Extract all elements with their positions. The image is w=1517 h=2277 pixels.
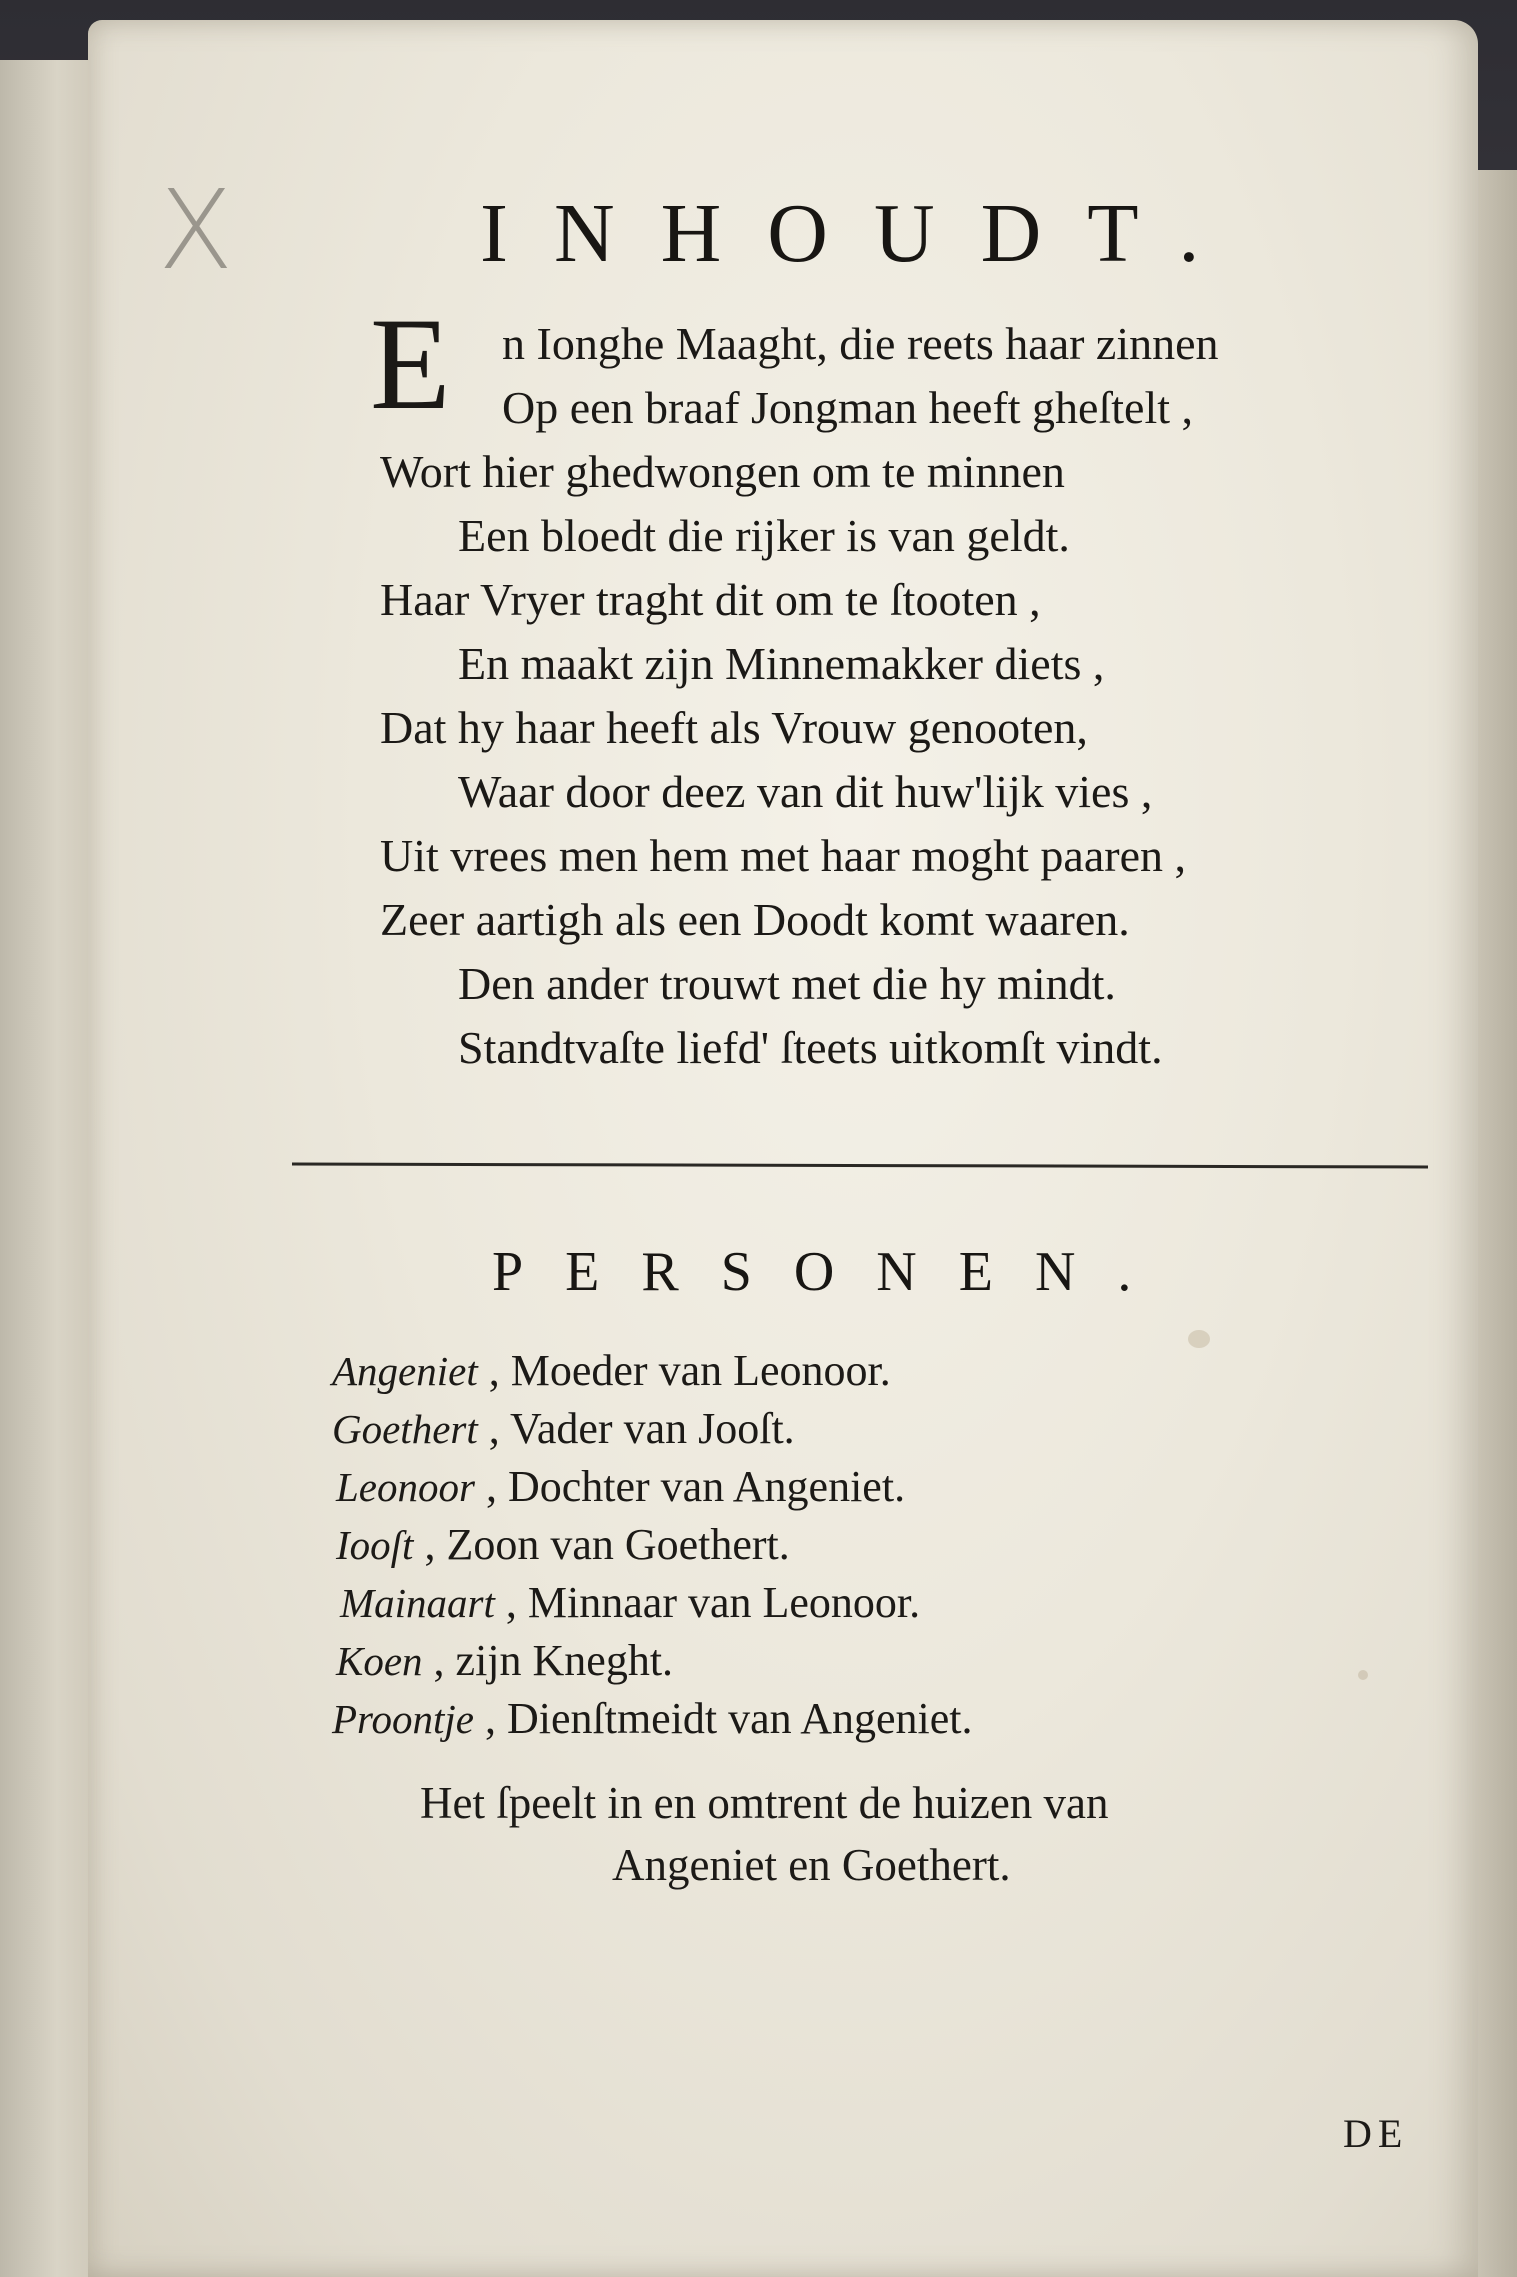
cast-role: Moeder van Leonoor. (510, 1346, 891, 1395)
setting-line: Angeniet en Goethert. (612, 1840, 1011, 1890)
poem-line: Standtvaſte liefd' ſteets uitkomſt vindt. (458, 1022, 1163, 1073)
poem-line: Zeer aartigh als een Doodt komt waaren. (380, 894, 1130, 945)
cast-name: Angeniet (332, 1348, 478, 1394)
catchword: DE (1343, 2111, 1409, 2156)
inhoudt-poem (370, 290, 1410, 1080)
first-line-initial (502, 312, 503, 313)
cast-row: Leonoor , Dochter van Angeniet. (336, 1462, 906, 1511)
inhoudt-heading: INHOUDT. (480, 187, 1246, 280)
poem-line: Dat hy haar heeft als Vrouw genooten, (380, 702, 1088, 753)
cast-role: zijn Kneght. (455, 1636, 674, 1685)
cast-name: Goethert (332, 1406, 478, 1452)
cast-row: Iooſt , Zoon van Goethert. (336, 1520, 790, 1569)
cast-role: Vader van Jooſt. (509, 1404, 795, 1453)
cast-role: Zoon van Goethert. (446, 1520, 790, 1569)
poem-line (380, 312, 1410, 376)
setting-note (420, 1772, 1320, 1896)
cast-name: Koen (336, 1638, 423, 1684)
setting-line: Het ſpeelt in en omtrent de huizen van (420, 1778, 1109, 1828)
cast-list (332, 1342, 1372, 1748)
cast-name: Mainaart (340, 1580, 495, 1626)
cast-row: Angeniet , Moeder van Leonoor. (332, 1346, 891, 1395)
left-page-edge (0, 60, 97, 2277)
cast-name: Iooſt (336, 1522, 414, 1568)
cast-row: Goethert , Vader van Jooſt. (332, 1404, 795, 1453)
personen-heading: PERSONEN. (492, 1241, 1174, 1303)
right-page-edge (1477, 170, 1517, 2277)
cast-role: Dochter van Angeniet. (507, 1462, 906, 1511)
cast-row: Koen , zijn Kneght. (336, 1636, 674, 1685)
poem-line: Een bloedt die rijker is van geldt. (458, 510, 1070, 561)
poem-line: Haar Vryer traght dit om te ſtooten , (380, 574, 1041, 625)
cast-name: Proontje (332, 1696, 474, 1742)
poem-line: Den ander trouwt met die hy mindt. (458, 958, 1116, 1009)
cast-row: Mainaart , Minnaar van Leonoor. (340, 1578, 921, 1627)
poem-line-rest: n Ionghe Maaght, die reets haar zinnen (502, 318, 1219, 369)
poem-line: Waar door deez van dit huw'lijk vies , (458, 766, 1153, 817)
pencil-x-mark: X (158, 166, 234, 294)
poem-line: Uit vrees men hem met haar moght paaren , (380, 830, 1186, 881)
poem-line: En maakt zijn Minnemakker diets , (458, 638, 1105, 689)
poem-line: Op een braaf Jongman heeft gheſtelt , (502, 382, 1194, 433)
cast-role: Dienſtmeidt van Angeniet. (506, 1694, 973, 1743)
cast-name: Leonoor (336, 1464, 475, 1510)
drop-cap: E (370, 290, 451, 437)
poem-line: Wort hier ghedwongen om te minnen (380, 446, 1065, 497)
cast-role: Minnaar van Leonoor. (527, 1578, 921, 1627)
cast-row: Proontje , Dienſtmeidt van Angeniet. (332, 1694, 973, 1743)
